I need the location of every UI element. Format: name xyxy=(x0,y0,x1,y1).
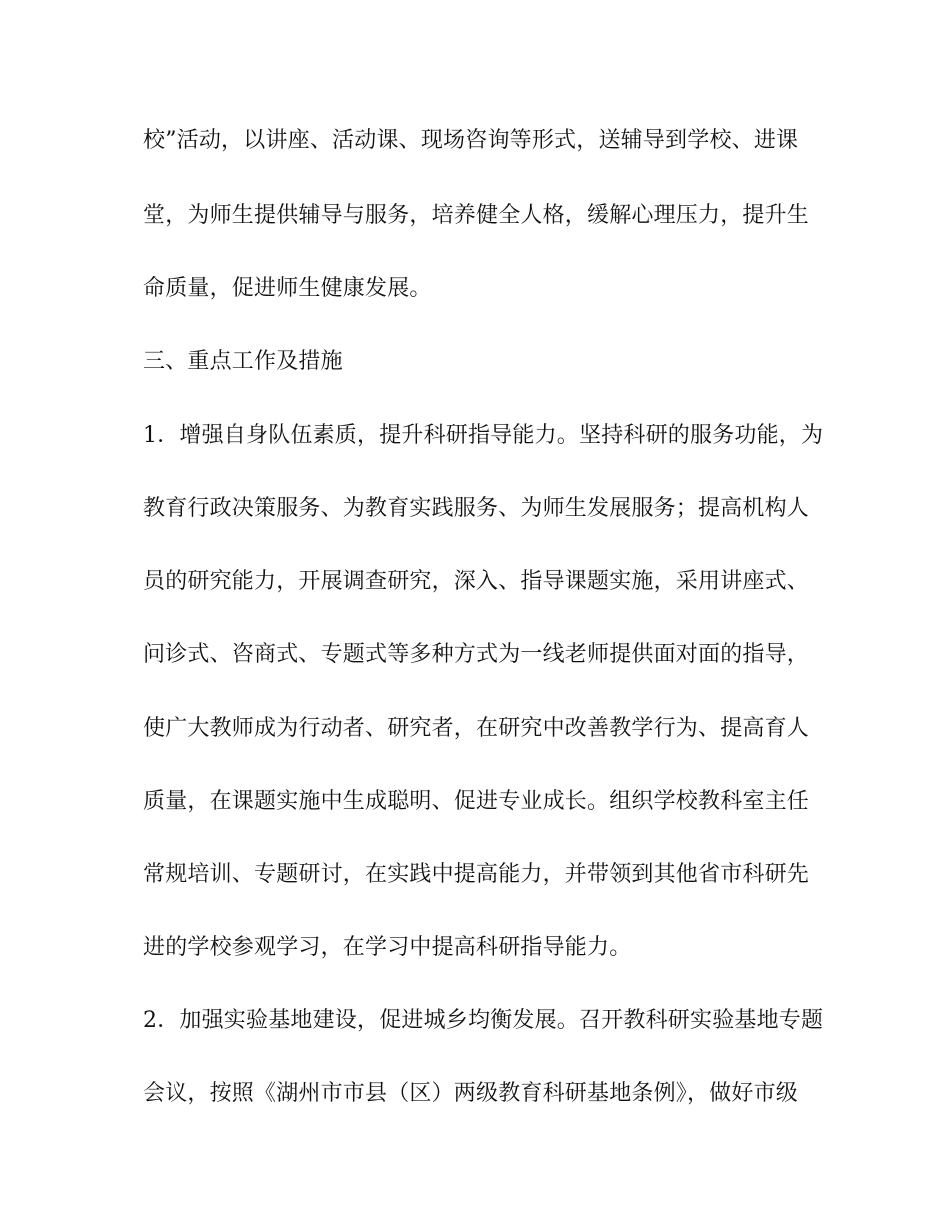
body-text-line: 教育行政决策服务、为教育实践服务、为师生发展服务；提高机构人 xyxy=(143,496,810,521)
section-heading: 三、重点工作及措施 xyxy=(143,349,343,374)
body-text-line: 校”活动，以讲座、活动课、现场咨询等形式，送辅导到学校、进课 xyxy=(143,128,799,153)
body-text-line: 会议，按照《湖州市市县（区）两级教育科研基地条例》，做好市级 xyxy=(143,1081,799,1106)
body-text-line: 2．加强实验基地建设，促进城乡均衡发展。召开教科研实验基地专题 xyxy=(143,1008,824,1033)
body-text-line: 使广大教师成为行动者、研究者，在研究中改善教学行为、提高育人 xyxy=(143,716,810,741)
body-text-line: 质量，在课题实施中生成聪明、促进专业成长。组织学校教科室主任 xyxy=(143,789,810,814)
body-text-line: 员的研究能力，开展调查研究，深入、指导课题实施，采用讲座式、 xyxy=(143,569,810,594)
body-text-line: 命质量，促进师生健康发展。 xyxy=(143,276,432,301)
body-text-line: 常规培训、专题研讨，在实践中提高能力，并带领到其他省市科研先 xyxy=(143,862,810,887)
body-text-line: 进的学校参观学习，在学习中提高科研指导能力。 xyxy=(143,935,632,960)
body-text-line: 问诊式、咨商式、专题式等多种方式为一线老师提供面对面的指导， xyxy=(143,642,810,667)
body-text-line: 堂，为师生提供辅导与服务，培养健全人格，缓解心理压力，提升生 xyxy=(143,203,810,228)
body-text-line: 1．增强自身队伍素质，提升科研指导能力。坚持科研的服务功能，为 xyxy=(143,423,824,448)
